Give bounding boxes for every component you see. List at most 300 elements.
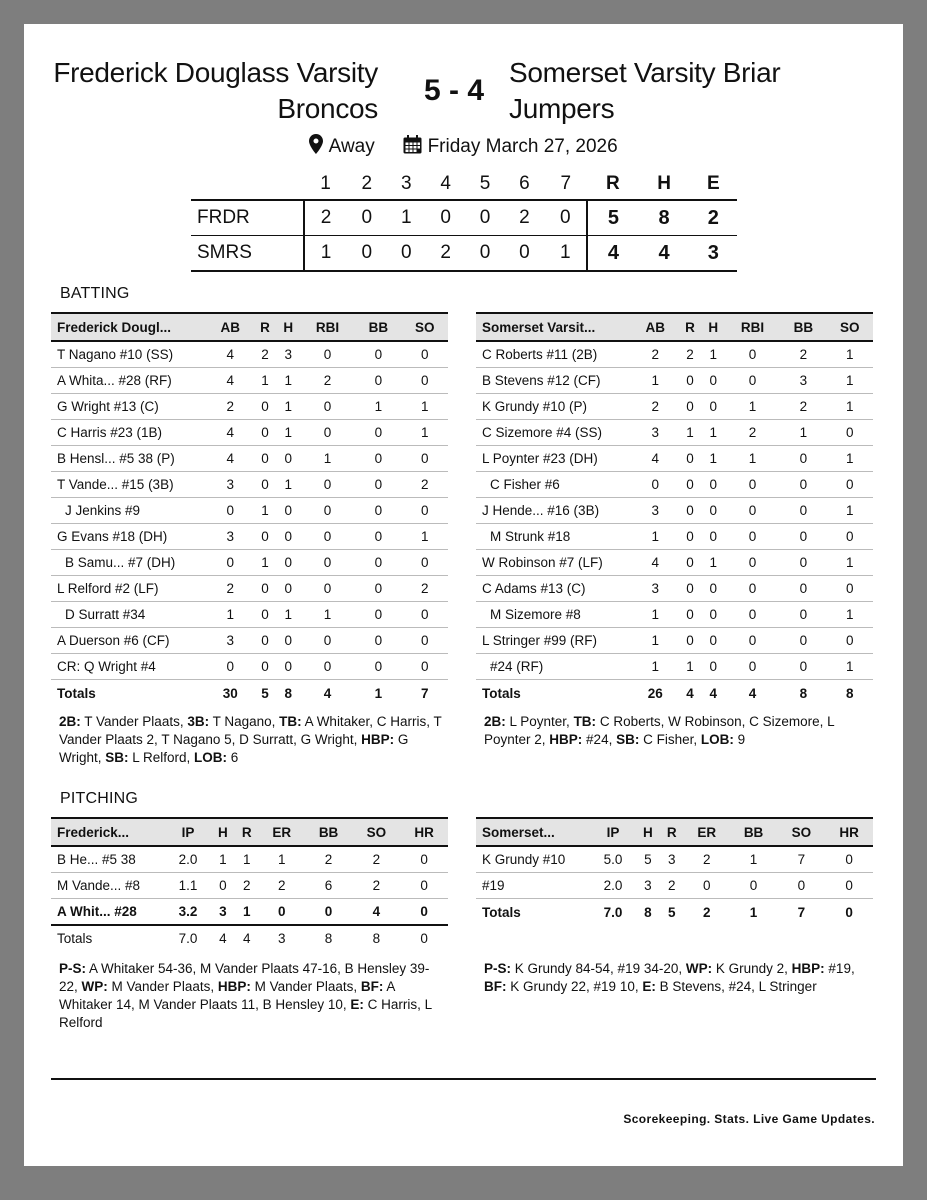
- stat-cell: 0: [300, 654, 355, 680]
- stat-cell: 0: [400, 846, 448, 873]
- note-text: K Grundy 2,: [712, 961, 792, 976]
- inning-score: 0: [479, 207, 491, 228]
- stat-cell: 1: [827, 654, 873, 680]
- player-name: #24 (RF): [476, 654, 632, 680]
- stat-cell: 1: [253, 498, 276, 524]
- player-name: C Sizemore #4 (SS): [476, 420, 632, 446]
- stat-cell: 1: [678, 654, 701, 680]
- player-name: T Vande... #15 (3B): [51, 472, 207, 498]
- stat-cell: 0: [780, 602, 826, 628]
- stat-cell: 0: [300, 628, 355, 654]
- stat-cell: 0: [827, 628, 873, 654]
- player-row: [476, 498, 873, 524]
- player-name: L Relford #2 (LF): [51, 576, 207, 602]
- inning-score: 0: [361, 207, 373, 228]
- note-label: E:: [350, 997, 364, 1012]
- note-label: BF:: [484, 979, 507, 994]
- total-cell: 0: [825, 899, 873, 927]
- stat-cell: 1: [827, 394, 873, 420]
- line-score-header: [191, 169, 737, 200]
- stat-cell: 2: [235, 873, 259, 899]
- note-label: LOB:: [700, 732, 734, 747]
- stat-cell: 0: [305, 899, 353, 926]
- stat-cell: 0: [678, 524, 701, 550]
- home-batting-table: [476, 312, 873, 707]
- stat-cell: 0: [702, 394, 725, 420]
- runs-total: 5: [607, 206, 619, 229]
- stat-cell: 0: [300, 472, 355, 498]
- stat-cell: 2: [684, 846, 730, 873]
- stat-cell: 6: [305, 873, 353, 899]
- stat-cell: 4: [207, 446, 253, 472]
- player-row: [476, 420, 873, 446]
- player-row: [476, 550, 873, 576]
- note-text: L Poynter,: [505, 714, 574, 729]
- stat-cell: 2: [780, 394, 826, 420]
- team-column-header: Frederick...: [51, 818, 165, 846]
- totals-label: Totals: [476, 899, 590, 927]
- total-cell: 5: [660, 899, 684, 927]
- stat-cell: 0: [780, 524, 826, 550]
- stat-column-header: H: [277, 313, 300, 341]
- note-label: TB:: [573, 714, 597, 729]
- totals-label: Totals: [51, 680, 207, 708]
- stat-column-header: HR: [400, 818, 448, 846]
- stat-cell: 0: [355, 446, 401, 472]
- note-text: M Vander Plaats,: [250, 979, 361, 994]
- stat-cell: 2: [253, 341, 276, 368]
- note-text: T Vander Plaats,: [80, 714, 188, 729]
- player-name: A Duerson #6 (CF): [51, 628, 207, 654]
- map-pin-icon: [309, 134, 323, 160]
- note-label: P-S:: [59, 961, 86, 976]
- player-name: C Roberts #11 (2B): [476, 341, 632, 368]
- player-row: [51, 394, 448, 420]
- stat-cell: 0: [207, 550, 253, 576]
- stat-column-header: ER: [684, 818, 730, 846]
- stat-column-header: SO: [402, 313, 448, 341]
- inning-score: 2: [440, 242, 451, 263]
- stat-cell: 1: [253, 368, 276, 394]
- total-cell: 26: [632, 680, 678, 708]
- line-score-table: [191, 169, 737, 272]
- stat-cell: 1: [253, 550, 276, 576]
- note-label: LOB:: [194, 750, 228, 765]
- note-label: TB:: [279, 714, 302, 729]
- runs-total: 4: [607, 241, 619, 264]
- stat-cell: 0: [702, 368, 725, 394]
- stat-cell: 0: [253, 394, 276, 420]
- stat-cell: 2: [660, 873, 684, 899]
- stat-column-header: SO: [352, 818, 400, 846]
- stat-cell: 1: [632, 602, 678, 628]
- stat-cell: 0: [827, 576, 873, 602]
- stat-cell: 0: [678, 628, 701, 654]
- note-text: #24,: [582, 732, 617, 747]
- stats-header-row: [51, 313, 448, 341]
- inning-score: 0: [479, 242, 491, 263]
- player-row: [51, 498, 448, 524]
- player-name: J Hende... #16 (3B): [476, 498, 632, 524]
- inning-score: 1: [320, 242, 332, 263]
- stat-cell: 1: [300, 602, 355, 628]
- total-cell: 8: [277, 680, 300, 708]
- player-name: C Fisher #6: [476, 472, 632, 498]
- player-name: M Strunk #18: [476, 524, 632, 550]
- stat-column-header: IP: [165, 818, 211, 846]
- note-label: HBP:: [549, 732, 583, 747]
- stat-cell: 1: [702, 550, 725, 576]
- stat-cell: 0: [277, 550, 300, 576]
- stat-cell: 0: [725, 498, 780, 524]
- stat-cell: 0: [702, 654, 725, 680]
- stat-column-header: BB: [730, 818, 778, 846]
- inning-score: 0: [519, 242, 530, 263]
- stat-column-header: SO: [777, 818, 825, 846]
- home-batting-notes: [484, 713, 874, 749]
- total-cell: 7.0: [178, 931, 198, 946]
- player-row: [476, 368, 873, 394]
- note-text: A Whitaker, C Harris, T Vander Plaats 2, T Nagano 5, D Surratt, G Wright,: [59, 714, 446, 747]
- player-name: C Adams #13 (C): [476, 576, 632, 602]
- stat-cell: 0: [355, 524, 401, 550]
- stat-cell: 0: [780, 446, 826, 472]
- player-name: M Sizemore #8: [476, 602, 632, 628]
- total-cell: 4: [678, 680, 701, 708]
- player-name: B Hensl... #5 38 (P): [51, 446, 207, 472]
- note-text: G Wright,: [59, 732, 413, 765]
- note-label: P-S:: [484, 961, 511, 976]
- stat-column-header: R: [660, 818, 684, 846]
- stat-cell: 0: [402, 368, 448, 394]
- inning-header: 2: [361, 173, 373, 194]
- away-batting-table: [51, 312, 448, 707]
- total-cell: 3: [277, 931, 286, 946]
- stat-cell: 4: [207, 341, 253, 368]
- stat-cell: 0: [355, 498, 401, 524]
- line-score-row-away: [191, 200, 737, 236]
- player-row: [51, 368, 448, 394]
- errors-total: 2: [707, 206, 719, 229]
- stat-cell: 0: [355, 628, 401, 654]
- stat-cell: 1: [632, 654, 678, 680]
- inning-score: 0: [400, 242, 412, 263]
- note-label: 3B:: [187, 714, 210, 729]
- stat-cell: 2: [632, 341, 678, 368]
- player-name: L Stringer #99 (RF): [476, 628, 632, 654]
- stat-cell: 4: [207, 420, 253, 446]
- player-name: A Whit... #28: [51, 899, 165, 926]
- stat-cell: 2: [402, 576, 448, 602]
- stat-cell: 2: [678, 341, 701, 368]
- player-row: [476, 394, 873, 420]
- team-column-header: Somerset Varsit...: [476, 313, 632, 341]
- note-text: C Fisher,: [639, 732, 701, 747]
- total-cell: 4: [725, 680, 780, 708]
- stat-cell: 1: [277, 420, 300, 446]
- note-label: HBP:: [791, 961, 825, 976]
- total-cell: 4: [300, 680, 355, 708]
- stat-cell: 0: [277, 498, 300, 524]
- inning-score: 2: [320, 207, 332, 228]
- stat-cell: 5.0: [590, 846, 636, 873]
- stat-column-header: H: [702, 313, 725, 341]
- stat-cell: 1: [277, 368, 300, 394]
- errors-header: E: [706, 173, 720, 194]
- stat-cell: 2: [207, 576, 253, 602]
- stat-cell: 0: [402, 550, 448, 576]
- player-row: [476, 873, 873, 899]
- stat-cell: 0: [678, 602, 701, 628]
- stat-cell: 2: [352, 846, 400, 873]
- total-cell: 7: [777, 899, 825, 927]
- stat-cell: 0: [253, 654, 276, 680]
- stat-cell: 0: [780, 576, 826, 602]
- note-text: C Harris, L Relford: [59, 997, 436, 1030]
- note-text: B Stevens, #24, L Stringer: [655, 979, 817, 994]
- stat-cell: 1: [235, 846, 259, 873]
- inning-header: 5: [479, 173, 491, 194]
- stat-cell: 3: [207, 472, 253, 498]
- stat-cell: 0: [725, 602, 780, 628]
- stat-cell: 0: [259, 899, 305, 926]
- stat-column-header: BB: [780, 313, 826, 341]
- hits-header: H: [657, 173, 671, 194]
- player-name: K Grundy #10: [476, 846, 590, 873]
- note-label: SB:: [105, 750, 129, 765]
- inning-header: 6: [519, 173, 530, 194]
- player-name: L Poynter #23 (DH): [476, 446, 632, 472]
- stat-cell: 1: [827, 550, 873, 576]
- total-cell: 8: [372, 931, 381, 946]
- stat-cell: 2: [300, 368, 355, 394]
- footer-divider: [51, 1078, 876, 1080]
- stat-cell: 0: [725, 576, 780, 602]
- stat-cell: 2: [352, 873, 400, 899]
- footer-tagline: Scorekeeping. Stats. Live Game Updates.: [623, 1112, 875, 1126]
- stat-cell: 0: [277, 576, 300, 602]
- stat-cell: 0: [402, 341, 448, 368]
- stat-cell: 0: [725, 368, 780, 394]
- box-score-sheet: [24, 24, 903, 1166]
- stat-cell: 0: [827, 524, 873, 550]
- note-text: #19,: [824, 961, 859, 976]
- stat-cell: 0: [402, 446, 448, 472]
- stat-column-header: AB: [632, 313, 678, 341]
- inning-header: 4: [440, 173, 451, 194]
- stat-cell: 0: [678, 394, 701, 420]
- stat-cell: 0: [632, 472, 678, 498]
- note-text: A Whitaker 54-36, M Vander Plaats 47-16, B Hensley 39-22,: [59, 961, 430, 994]
- stat-cell: 1: [725, 446, 780, 472]
- away-batting-notes: [59, 713, 449, 767]
- stat-cell: 0: [253, 628, 276, 654]
- note-text: T Nagano,: [209, 714, 280, 729]
- stat-cell: 4: [632, 550, 678, 576]
- stat-cell: 1: [277, 602, 300, 628]
- player-row: [51, 576, 448, 602]
- stat-cell: 0: [253, 420, 276, 446]
- inning-score: 0: [440, 207, 451, 228]
- stat-cell: 1: [632, 524, 678, 550]
- stat-cell: 0: [300, 341, 355, 368]
- stat-cell: 2: [632, 394, 678, 420]
- totals-row: [476, 680, 873, 708]
- stat-cell: 1: [827, 368, 873, 394]
- stat-cell: 0: [780, 550, 826, 576]
- stat-column-header: H: [211, 818, 235, 846]
- note-text: K Grundy 84-54, #19 34-20,: [511, 961, 686, 976]
- player-name: B He... #5 38: [51, 846, 165, 873]
- stat-column-header: R: [253, 313, 276, 341]
- note-label: HBP:: [217, 979, 251, 994]
- player-row: [51, 550, 448, 576]
- totals-row: [476, 899, 873, 927]
- game-date: Friday March 27, 2026: [427, 136, 618, 157]
- stat-cell: 0: [355, 341, 401, 368]
- total-cell: 30: [207, 680, 253, 708]
- final-score: 5 - 4: [423, 74, 485, 107]
- stat-cell: 2.0: [590, 873, 636, 899]
- stat-cell: 0: [777, 873, 825, 899]
- stat-cell: 2: [305, 846, 353, 873]
- stat-cell: 0: [678, 446, 701, 472]
- stat-cell: 3: [636, 873, 660, 899]
- player-name: J Jenkins #9: [51, 498, 207, 524]
- away-team-name: Frederick Douglass Varsity Broncos: [53, 57, 378, 124]
- stat-column-header: RBI: [300, 313, 355, 341]
- player-name: #19: [476, 873, 590, 899]
- stat-cell: 5: [636, 846, 660, 873]
- stat-cell: 0: [725, 472, 780, 498]
- stat-cell: 0: [300, 498, 355, 524]
- stat-cell: 4: [632, 446, 678, 472]
- total-cell: 5: [253, 680, 276, 708]
- stat-cell: 0: [702, 498, 725, 524]
- stat-cell: 3: [211, 899, 235, 926]
- stat-cell: 0: [702, 628, 725, 654]
- team-abbreviation: FRDR: [191, 200, 304, 236]
- stat-cell: 0: [253, 524, 276, 550]
- batting-section-title: BATTING: [60, 285, 130, 302]
- stat-cell: 4: [352, 899, 400, 926]
- stat-cell: 0: [253, 602, 276, 628]
- stat-cell: 1: [259, 846, 305, 873]
- stat-cell: 0: [827, 420, 873, 446]
- stat-cell: 0: [300, 420, 355, 446]
- home-team-name: Somerset Varsity Briar Jumpers: [509, 57, 781, 124]
- stat-cell: 0: [355, 550, 401, 576]
- calendar-icon: [403, 135, 422, 160]
- total-cell: 1: [730, 899, 778, 927]
- stat-cell: 0: [355, 472, 401, 498]
- stat-cell: 0: [400, 899, 448, 926]
- stat-cell: 0: [300, 550, 355, 576]
- total-cell: 8: [827, 680, 873, 708]
- runs-header: R: [606, 173, 620, 194]
- player-row: [476, 628, 873, 654]
- home-pitching-table: [476, 817, 873, 926]
- stat-cell: 1: [300, 446, 355, 472]
- stat-cell: 0: [725, 524, 780, 550]
- pitching-section-title: PITCHING: [60, 790, 139, 807]
- stat-cell: 3: [632, 498, 678, 524]
- stat-cell: 3.2: [165, 899, 211, 926]
- player-name: M Vande... #8: [51, 873, 165, 899]
- stat-cell: 3: [632, 576, 678, 602]
- stat-cell: 2: [780, 341, 826, 368]
- stat-cell: 0: [725, 628, 780, 654]
- stat-cell: 1: [702, 446, 725, 472]
- stat-cell: 1: [277, 394, 300, 420]
- note-text: C Roberts, W Robinson, C Sizemore, L Poynter 2,: [484, 714, 838, 747]
- stat-cell: 0: [207, 654, 253, 680]
- total-cell: 8: [636, 899, 660, 927]
- note-label: BF:: [360, 979, 384, 994]
- stats-header-row: [476, 313, 873, 341]
- player-row: [51, 341, 448, 368]
- stat-cell: 1: [725, 394, 780, 420]
- stat-cell: 1: [402, 420, 448, 446]
- stat-cell: 3: [207, 628, 253, 654]
- stat-cell: 0: [277, 628, 300, 654]
- stat-cell: 1: [632, 628, 678, 654]
- stat-cell: 0: [825, 846, 873, 873]
- stat-cell: 0: [678, 498, 701, 524]
- note-text: 9: [733, 732, 746, 747]
- stat-cell: 0: [253, 446, 276, 472]
- total-cell: 7.0: [590, 899, 636, 927]
- stat-cell: 1: [207, 602, 253, 628]
- stat-cell: 0: [277, 446, 300, 472]
- inning-score: 1: [400, 207, 412, 228]
- stat-cell: 1: [827, 341, 873, 368]
- stat-cell: 2: [207, 394, 253, 420]
- stat-column-header: HR: [825, 818, 873, 846]
- stat-cell: 0: [678, 368, 701, 394]
- stat-cell: 3: [780, 368, 826, 394]
- note-text: A Whitaker 14, M Vander Plaats 11, B Hensley 10,: [59, 979, 399, 1012]
- player-row: [476, 524, 873, 550]
- stat-column-header: R: [235, 818, 259, 846]
- stat-cell: 0: [300, 394, 355, 420]
- stat-cell: 1: [827, 446, 873, 472]
- player-name: G Wright #13 (C): [51, 394, 207, 420]
- inning-header: 1: [320, 173, 331, 194]
- away-pitching-notes: [59, 960, 439, 1032]
- stat-cell: 0: [825, 873, 873, 899]
- stat-cell: 1: [827, 602, 873, 628]
- player-name: D Surratt #34: [51, 602, 207, 628]
- stat-cell: 3: [660, 846, 684, 873]
- totals-label: Totals: [57, 931, 93, 946]
- player-row: [51, 446, 448, 472]
- stat-cell: 3: [632, 420, 678, 446]
- player-row: [51, 472, 448, 498]
- player-name: T Nagano #10 (SS): [51, 341, 207, 368]
- stat-cell: 0: [277, 654, 300, 680]
- stat-cell: 1: [402, 394, 448, 420]
- note-text: K Grundy 22, #19 10,: [506, 979, 643, 994]
- location-label: Away: [328, 136, 375, 157]
- stat-cell: 0: [355, 602, 401, 628]
- stat-cell: 4: [207, 368, 253, 394]
- stat-cell: 0: [355, 368, 401, 394]
- player-name: B Samu... #7 (DH): [51, 550, 207, 576]
- stat-cell: 0: [400, 873, 448, 899]
- totals-row: [51, 680, 448, 708]
- total-cell: 8: [324, 931, 333, 946]
